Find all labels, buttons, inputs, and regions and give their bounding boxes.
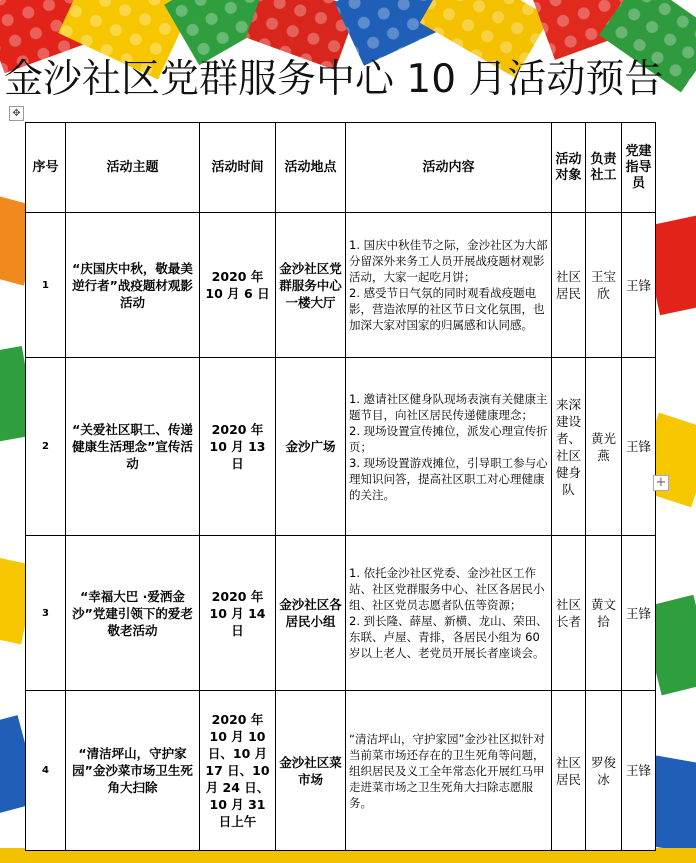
table-move-handle-icon[interactable]: ✥ (9, 106, 24, 121)
row-social-worker: 王宝欣 (586, 213, 622, 358)
content-line: 2. 感受节日气氛的同时观看战疫题电影，营造浓厚的社区节日文化氛围，也加深大家对国家的归属感和认同感。 (349, 286, 545, 332)
row-audience: 来深建设者、社区健身队 (552, 358, 586, 536)
header-social-worker: 负责社工 (586, 123, 622, 213)
header-place: 活动地点 (276, 123, 346, 213)
add-row-icon[interactable]: + (653, 475, 669, 491)
row-content (346, 536, 552, 691)
row-place: 金沙广场 (276, 358, 346, 536)
activity-table (25, 122, 656, 851)
table-row (26, 358, 656, 536)
row-theme: “庆国庆中秋，敬最美逆行者”战疫题材观影活动 (66, 213, 200, 358)
header-audience: 活动对象 (552, 123, 586, 213)
row-social-worker: 黄文拾 (586, 536, 622, 691)
row-theme: “幸福大巴 ·爱洒金沙”党建引领下的爱老敬老活动 (66, 536, 200, 691)
page-title: 金沙社区党群服务中心 10 月活动预告 (4, 57, 664, 102)
row-time: 2020 年 10 月 14 日 (200, 536, 276, 691)
table-row (26, 213, 656, 358)
content-line: 1. 国庆中秋佳节之际，金沙社区为大部分留深外来务工人员开展战疫题材观影活动，大家一起吃月饼； (349, 238, 548, 284)
header-index: 序号 (26, 123, 66, 213)
row-theme: “关爱社区职工、传递健康生活理念”宣传活动 (66, 358, 200, 536)
row-time: 2020 年 10 月 10 日、10 月 17 日、10 月 24 日、10 月 31 日上午 (200, 691, 276, 851)
content-line: 1. 邀请社区健身队现场表演有关健康主题节目，向社区居民传递健康理念； (349, 391, 548, 422)
row-audience: 社区长者 (552, 536, 586, 691)
row-content (346, 213, 552, 358)
table-row (26, 536, 656, 691)
row-content (346, 358, 552, 536)
row-theme: “清洁坪山，守护家园”金沙菜市场卫生死角大扫除 (66, 691, 200, 851)
row-party-instructor: 王锋 (622, 536, 656, 691)
header-party-instructor: 党建指导员 (622, 123, 656, 213)
header-content: 活动内容 (346, 123, 552, 213)
row-index: 3 (26, 536, 66, 691)
row-time: 2020 年 10 月 13 日 (200, 358, 276, 536)
content-line: 1. 依托金沙社区党委、金沙社区工作站、社区党群服务中心、社区各居民小组、社区党员志愿者队伍等资源； (349, 566, 545, 612)
row-index: 4 (26, 691, 66, 851)
content-line: 2. 到长隆、薛屋、新横、龙山、荣田、东联、卢屋、青排，各居民小组为 60 岁以上老人、老党员开展长者座谈会。 (349, 614, 548, 660)
content-line: “清洁坪山，守护家园”金沙社区拟针对当前菜市场还存在的卫生死角等问题，组织居民及义工全年常态化开展红马甲走进菜市场之卫生死角大扫除志愿服务。 (349, 731, 545, 810)
row-audience: 社区居民 (552, 691, 586, 851)
header-theme: 活动主题 (66, 123, 200, 213)
row-party-instructor: 王锋 (622, 358, 656, 536)
content-line: 2. 现场设置宣传摊位，派发心理宣传折页； (349, 423, 548, 454)
row-index: 1 (26, 213, 66, 358)
row-social-worker: 黄光燕 (586, 358, 622, 536)
table-header-row (26, 123, 656, 213)
row-party-instructor: 王锋 (622, 213, 656, 358)
row-place: 金沙社区菜市场 (276, 691, 346, 851)
row-content (346, 691, 552, 851)
row-social-worker: 罗俊冰 (586, 691, 622, 851)
row-time: 2020 年 10 月 6 日 (200, 213, 276, 358)
row-party-instructor: 王锋 (622, 691, 656, 851)
row-index: 2 (26, 358, 66, 536)
content-line: 3. 现场设置游戏摊位，引导职工参与心理知识问答，提高社区职工对心理健康的关注。 (349, 455, 548, 502)
row-place: 金沙社区党群服务中心一楼大厅 (276, 213, 346, 358)
row-place: 金沙社区各居民小组 (276, 536, 346, 691)
header-time: 活动时间 (200, 123, 276, 213)
row-audience: 社区居民 (552, 213, 586, 358)
table-row (26, 691, 656, 851)
